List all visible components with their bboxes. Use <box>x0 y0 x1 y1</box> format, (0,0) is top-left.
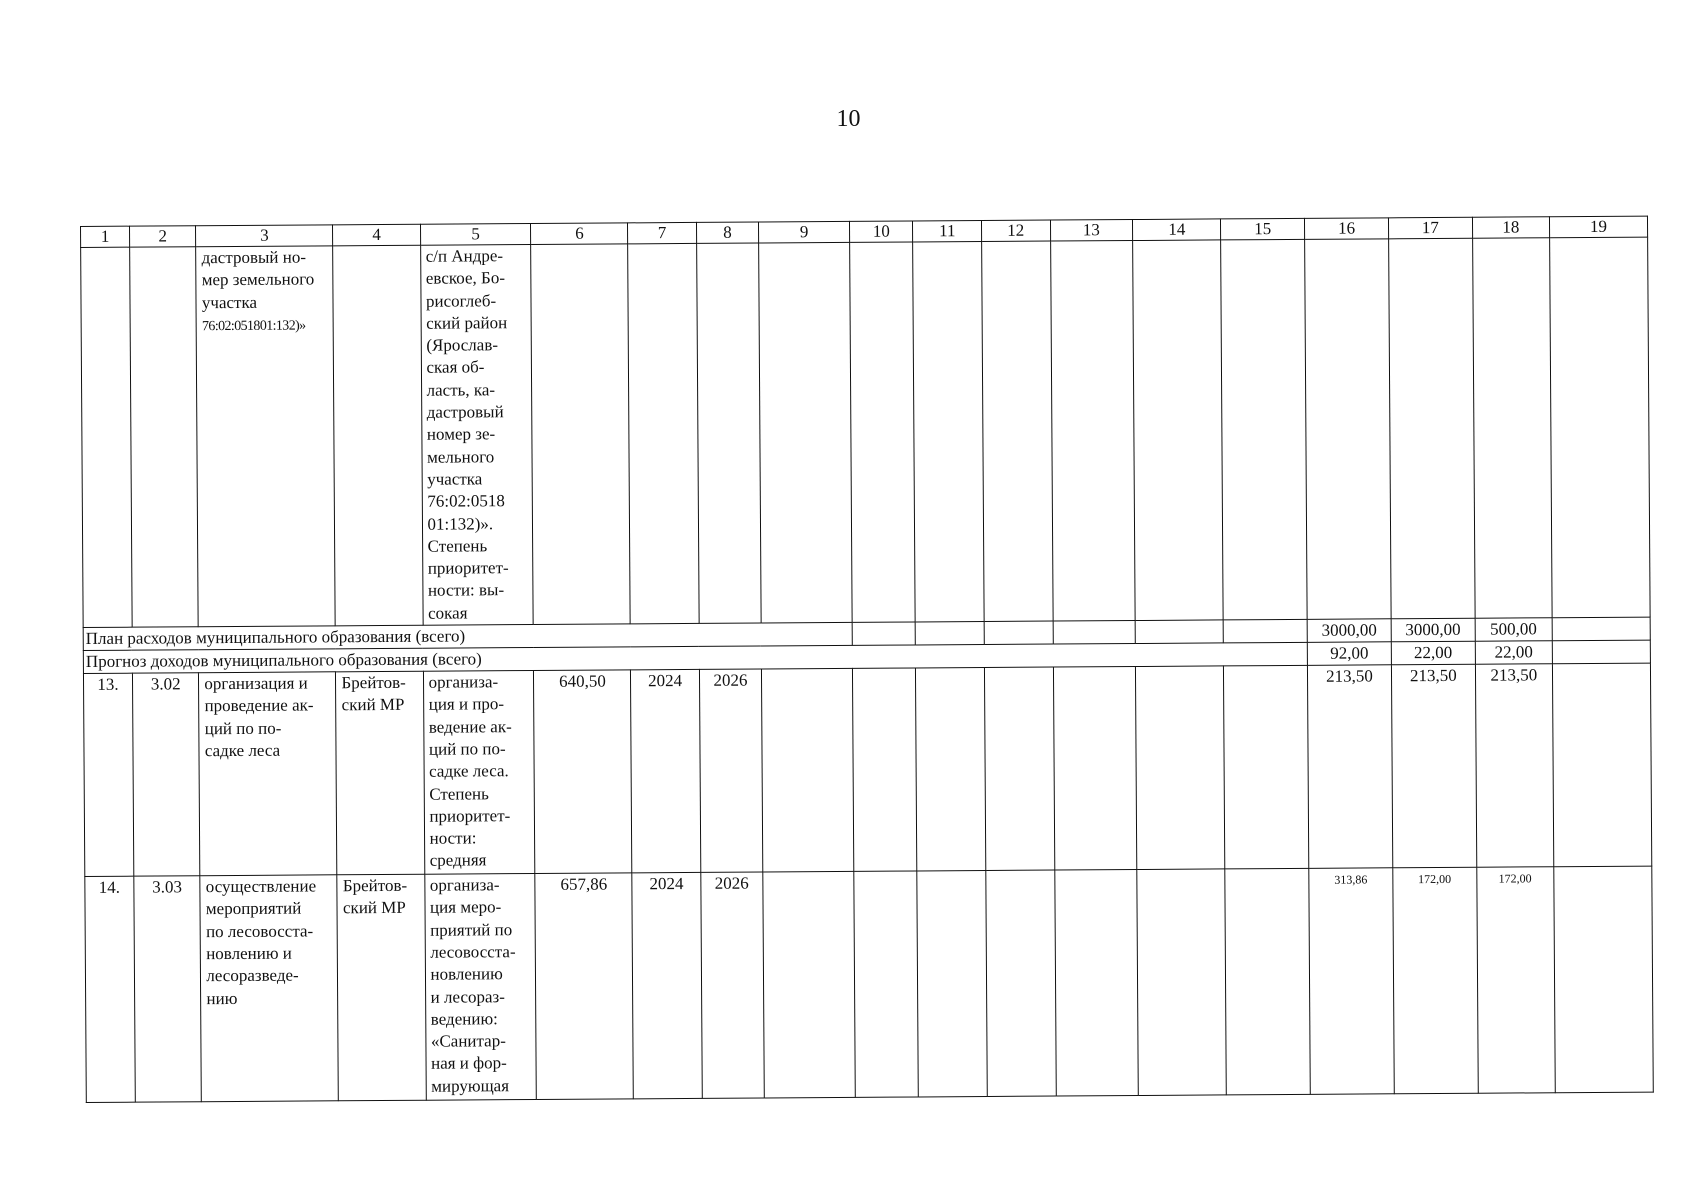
text-line: осуществление <box>205 876 317 897</box>
row-number: 14. <box>85 876 135 1102</box>
table-cell <box>761 668 854 872</box>
text-line: рисоглеб- <box>425 290 497 311</box>
text-line: ский МР <box>342 898 406 918</box>
header-cell: 4 <box>333 224 420 246</box>
table-row <box>85 866 1653 1102</box>
text-line: новлению <box>430 964 503 984</box>
object-name-cell <box>196 246 336 627</box>
row-name <box>199 672 337 876</box>
table-cell <box>1136 666 1225 870</box>
header-cell: 18 <box>1472 217 1549 239</box>
header-cell: 8 <box>696 222 758 243</box>
text-line: и лесораз- <box>430 986 505 1007</box>
header-cell: 13 <box>1050 220 1133 242</box>
text-line: ведению: <box>430 1009 498 1029</box>
text-line: организа- <box>428 672 499 692</box>
row-code: 3.03 <box>134 876 202 1102</box>
table-cell <box>916 668 986 871</box>
table-cell <box>531 244 630 625</box>
text-line: 01:132)». <box>427 513 494 534</box>
row-organization <box>337 874 426 1101</box>
text-line: ласть, ка- <box>426 380 496 400</box>
text-line: дастровый <box>426 402 504 422</box>
row-name <box>200 875 339 1102</box>
text-line: нию <box>206 988 238 1008</box>
text-line: (Ярослав- <box>426 335 499 355</box>
text-line: ная и фор- <box>430 1053 507 1074</box>
row-cost: 657,86 <box>535 873 633 1100</box>
expenses-plan-label: План расходов муниципального образования (всего) <box>83 622 852 650</box>
expenses-plan-col16: 3000,00 <box>1307 619 1391 643</box>
header-cell: 6 <box>531 223 628 245</box>
text-line: участка <box>201 292 258 312</box>
table-cell <box>1550 237 1651 618</box>
income-forecast-col18: 22,00 <box>1475 641 1552 665</box>
text-line: участка <box>427 469 483 489</box>
header-cell: 17 <box>1388 217 1472 239</box>
table-cell <box>852 622 915 645</box>
table-cell <box>1135 620 1223 644</box>
table-cell <box>853 668 917 871</box>
text-line: мельного <box>426 446 495 467</box>
row-col17: 213,50 <box>1391 664 1476 868</box>
text-line: Брейтов- <box>342 875 408 896</box>
text-line: по лесовосста- <box>205 921 314 941</box>
table-cell <box>1305 239 1391 620</box>
header-cell: 16 <box>1305 218 1389 240</box>
table-cell <box>1050 241 1135 622</box>
description-cell <box>420 245 534 626</box>
table-cell <box>916 622 985 645</box>
text-line: лесовосста- <box>430 942 516 962</box>
row-description <box>424 874 536 1101</box>
table-cell <box>1137 869 1227 1096</box>
text-line: приоритет- <box>427 558 509 578</box>
text-line: ности: <box>429 828 477 848</box>
text-line: мероприятий <box>205 898 302 919</box>
header-cell: 9 <box>758 221 850 243</box>
text-line: ций по по- <box>204 718 282 738</box>
table-cell <box>1554 866 1654 1093</box>
table-cell <box>697 243 762 623</box>
table-cell <box>1389 238 1475 619</box>
table-row <box>83 663 1651 876</box>
income-forecast-col16: 92,00 <box>1307 642 1391 666</box>
table-cell <box>763 871 856 1098</box>
table-cell <box>1224 665 1309 869</box>
table-cell <box>1054 870 1138 1097</box>
text-line: садке леса. <box>429 761 509 781</box>
table-cell <box>1223 619 1307 643</box>
header-cell: 1 <box>81 226 130 247</box>
page-number: 10 <box>836 106 861 132</box>
table-cell <box>984 621 1053 644</box>
text-line: ция меро- <box>429 897 502 918</box>
expenses-plan-col17: 3000,00 <box>1391 618 1475 642</box>
table-cell <box>1221 239 1307 620</box>
text-line: 76:02:0518 <box>427 491 505 511</box>
continuation-row <box>81 237 1650 627</box>
text-line: Степень <box>429 783 489 804</box>
table-cell <box>984 667 1054 870</box>
text-line: с/п Андре- <box>425 246 504 266</box>
income-forecast-col17: 22,00 <box>1391 641 1475 665</box>
text-line: ности: вы- <box>427 580 505 601</box>
row-description <box>423 671 535 875</box>
row-cost: 640,50 <box>534 670 632 874</box>
expenses-plan-col18: 500,00 <box>1475 618 1552 642</box>
table-cell <box>982 241 1053 621</box>
row-number: 13. <box>83 673 133 876</box>
text-line: мирующая <box>431 1075 510 1096</box>
row-col17: 172,00 <box>1393 867 1478 1094</box>
table-cell <box>854 871 919 1097</box>
text-line: организация и <box>204 673 308 694</box>
text-line: ция и про- <box>428 694 505 715</box>
table-cell <box>1552 640 1650 664</box>
text-line: дастровый но- <box>201 247 307 268</box>
header-cell: 5 <box>420 224 531 246</box>
row-col16: 313,86 <box>1309 868 1394 1095</box>
row-organization <box>336 671 424 875</box>
text-line: лесоразведе- <box>206 965 299 986</box>
table-cell <box>628 243 699 623</box>
header-cell: 11 <box>913 221 982 242</box>
row-col16: 213,50 <box>1308 665 1393 869</box>
income-forecast-label: Прогноз доходов муниципального образования (всего) <box>83 642 1307 673</box>
text-line: номер зе- <box>426 424 496 445</box>
header-cell: 10 <box>850 221 913 242</box>
text-line: ская об- <box>426 357 485 378</box>
table-cell <box>913 242 984 622</box>
table-cell <box>1472 238 1552 619</box>
table-cell <box>130 247 199 627</box>
row-end-year: 2026 <box>701 872 765 1098</box>
header-cell: 12 <box>981 220 1050 241</box>
text-line: Степень <box>427 536 488 556</box>
row-col18: 172,00 <box>1476 867 1555 1094</box>
table-cell <box>1133 240 1224 621</box>
table-cell <box>850 242 916 622</box>
text-line: Брейтов- <box>341 672 406 693</box>
header-cell: 2 <box>129 226 196 247</box>
text-line: сокая <box>428 603 468 623</box>
table-cell <box>333 245 423 626</box>
text-line: евское, Бо- <box>425 268 506 289</box>
text-line: ский район <box>426 313 508 333</box>
text-line: ский МР <box>341 695 405 715</box>
table-cell <box>986 870 1056 1096</box>
table-cell <box>917 871 987 1097</box>
row-code: 3.02 <box>132 673 200 876</box>
table-cell <box>1225 868 1310 1095</box>
text-line: средняя <box>429 850 487 871</box>
row-end-year: 2026 <box>699 669 762 872</box>
table-cell <box>81 247 132 627</box>
header-cell: 14 <box>1133 219 1221 241</box>
header-cell: 15 <box>1221 218 1305 240</box>
row-start-year: 2024 <box>631 669 701 872</box>
text-line: организа- <box>429 875 500 895</box>
header-cell: 7 <box>628 222 697 243</box>
text-line: садке леса <box>204 740 281 761</box>
text-line: ций по по- <box>428 739 506 759</box>
text-line: новлению и <box>206 943 292 964</box>
text-line: приоритет- <box>429 805 511 826</box>
table-cell <box>1053 667 1137 871</box>
header-cell: 3 <box>196 225 333 247</box>
row-start-year: 2024 <box>632 872 702 1098</box>
header-cell: 19 <box>1549 216 1647 238</box>
text-line: приятий по <box>430 919 513 940</box>
table-cell <box>759 242 853 623</box>
text-line: «Санитар- <box>430 1031 506 1051</box>
text-line: проведение ак- <box>204 695 314 716</box>
text-line: 76:02:051801:132)» <box>201 318 306 335</box>
table-cell <box>1552 617 1650 641</box>
table-cell <box>1053 621 1136 645</box>
text-line: ведение ак- <box>428 716 512 737</box>
text-line: мер земельного <box>201 269 315 290</box>
table-cell <box>1552 663 1651 867</box>
row-col18: 213,50 <box>1475 664 1554 868</box>
data-table <box>80 216 1654 1103</box>
